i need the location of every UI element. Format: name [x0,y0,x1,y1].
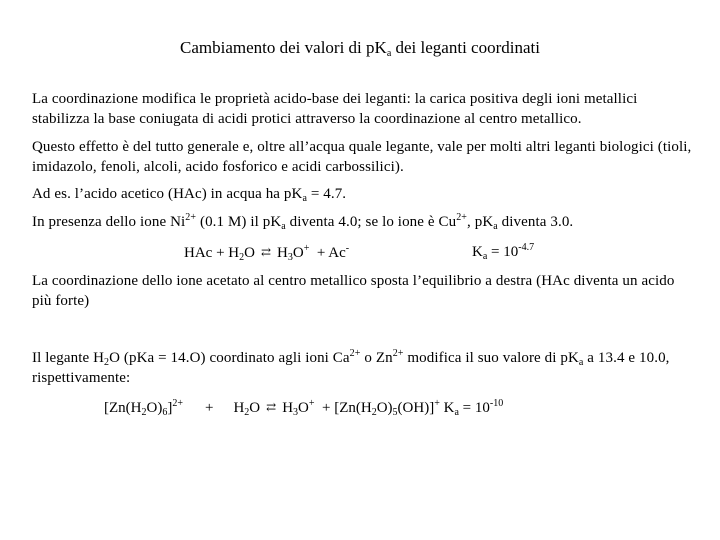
text: O [298,400,309,416]
text: (OH)] [397,400,435,416]
superscript: + [434,398,440,409]
equation-zinc-aqua [104,397,503,418]
text: = 10 [487,244,519,260]
text: Ad es. l’acido acetico (HAc) in acqua ha pK [32,186,303,202]
superscript: 2+ [172,398,183,409]
title-text-end: dei leganti coordinati [391,38,540,57]
text: diventa 3.0. [497,214,574,230]
superscript: -10 [489,398,504,409]
superscript: 2+ [456,212,468,223]
subscript: 3 [287,252,293,263]
subscript: a [578,357,584,368]
subscript: a [302,193,307,204]
equation-acetic-acid [184,242,349,263]
paragraph-general-effect: Questo effetto è del tutto generale e, oltre all’acqua quale legante, vale per molti altri leganti biologici (tioli, imidazolo, fenoli, alcoli, acido fosforico e acidi carbossilici). [32,139,692,175]
superscript: 2+ [185,212,197,223]
superscript: 2+ [392,348,404,359]
superscript: - [345,243,350,254]
superscript: + [308,398,315,409]
superscript: -4.7 [518,242,535,253]
paragraph-metal-ions [32,212,692,232]
text: O [292,245,304,261]
paragraph-water-ligand [32,348,692,388]
text: Il legante H [32,350,105,366]
text: In presenza dello ione Ni [32,214,186,230]
text: O) [146,400,163,416]
text: = 10 [458,400,490,416]
text: , pK [467,214,494,230]
subscript: 2 [141,407,147,418]
text: (0.1 M) il pK [196,214,282,230]
equilibrium-arrow-icon: ⇄ [260,245,272,259]
subscript: 3 [293,407,299,418]
slide-title [0,38,720,58]
equation-ka-acetic [472,242,534,262]
text: o Zn [360,350,393,366]
text: modifica il suo valore di pK [403,350,579,366]
text: O) [376,400,393,416]
text: ] [167,400,173,416]
text: [Zn(H [104,400,142,416]
subscript: a [482,251,488,262]
superscript: 2+ [349,348,361,359]
text: H [233,400,245,416]
text: + [Zn(H [322,400,372,416]
subscript: 5 [392,407,398,418]
text: + [204,400,214,416]
text: diventa 4.0; se lo ione è Cu [285,214,457,230]
text: O [244,245,255,261]
text: K [472,244,483,260]
paragraph-acetate-coordination: La coordinazione dello ione acetato al centro metallico sposta l’equilibrio a destra (HAc diventa un acido più forte) [32,273,675,309]
subscript: 2 [371,407,377,418]
superscript: + [303,243,310,254]
text: O [249,400,261,416]
subscript: a [281,221,286,232]
paragraph-acetic-acid [32,184,692,204]
text: H [282,400,294,416]
equilibrium-arrow-icon: ⇄ [266,400,277,414]
text: + Ac [316,245,346,261]
title-text: Cambiamento dei valori di pK [180,38,387,57]
text: a 13.4 e 10.0, rispettivamente: [32,350,670,386]
subscript: 2 [239,252,245,263]
subscript: 6 [162,407,168,418]
subscript: a [493,221,498,232]
text: O (pKa = 14.O) coordinato agli ioni Ca [109,350,350,366]
text: = 4.7. [306,186,347,202]
title-subscript: a [386,48,392,59]
text: HAc + H [184,245,240,261]
text: H [277,245,288,261]
subscript: 2 [104,357,110,368]
subscript: 2 [244,407,250,418]
text: K [439,400,455,416]
subscript: a [454,407,459,418]
paragraph-coordination: La coordinazione modifica le proprietà acido-base dei leganti: la carica positiva degli ioni metallici stabilizza la base coniugata di acidi protici attraverso la coordinazione al centro metallico. [32,91,638,127]
